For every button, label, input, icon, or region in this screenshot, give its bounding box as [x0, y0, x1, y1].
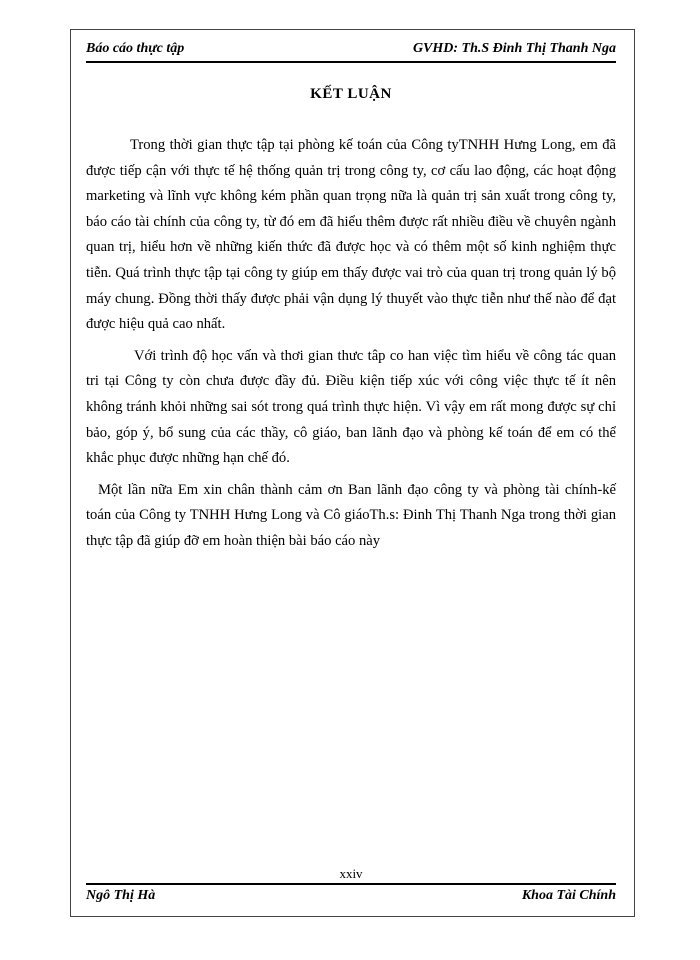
paragraph-3: Một lần nữa Em xin chân thành cảm ơn Ban lãnh đạo công ty và phòng tài chính-kế toán của Công ty TNHH Hưng Long và Cô giáoTh.s: Đinh Thị Thanh Nga trong thời gian thực tập đã giúp đỡ em hoàn thiện bài báo cáo này: [86, 481, 616, 549]
paragraph-1: Trong thời gian thực tập tại phòng kế toán của Công tyTNHH Hưng Long, em đã được tiếp cận với thực tế hệ thống quản trị trong công ty, cơ cấu lao động, các hoạt động marketing và lĩnh vực không kém phần quan trọng nữa là quản trị sản xuất trong công ty, báo cáo tài chính của công ty, từ đó em đã hiểu thêm được rất nhiều điều về chuyên ngành quan trị, hiểu hơn về những kiến thức đã được học và có thêm một số kinh nghiệm thực tiễn. Quá trình thực tập tại công ty giúp em thấy được vai trò của quan trị trong quản lý bộ máy chung. Đồng thời thấy được phải vận dụng lý thuyết vào thực tiễn như thế nào để đạt được hiệu quả cao nhất.: [86, 137, 616, 333]
footer-author: Ngô Thị Hà: [86, 888, 156, 903]
page-number: xxiv: [339, 866, 363, 881]
footer-department: Khoa Tài Chính: [521, 888, 616, 903]
header-supervisor: GVHD: Th.S Đinh Thị Thanh Nga: [412, 41, 616, 56]
page-header: [86, 41, 616, 63]
body-text: [86, 133, 616, 561]
page-title: KẾT LUẬN: [310, 86, 392, 102]
page-footer: [86, 883, 616, 907]
header-report-label: Báo cáo thực tập: [86, 41, 185, 56]
paragraph-2: Với trình độ học vấn và thơi gian thưc tâp co han việc tìm hiểu về công tác quan tri tại Công ty còn chưa được đầy đủ. Điều kiện tiếp xúc với công việc thực tế ít nên không tránh khỏi những sai sót trong quá trình thực hiện. Vì vậy em rất mong được sự chỉ bảo, góp ý, bổ sung của các thầy, cô giáo, ban lãnh đạo và phòng kế toán để em có thể khắc phục được những hạn chế đó.: [86, 347, 616, 467]
